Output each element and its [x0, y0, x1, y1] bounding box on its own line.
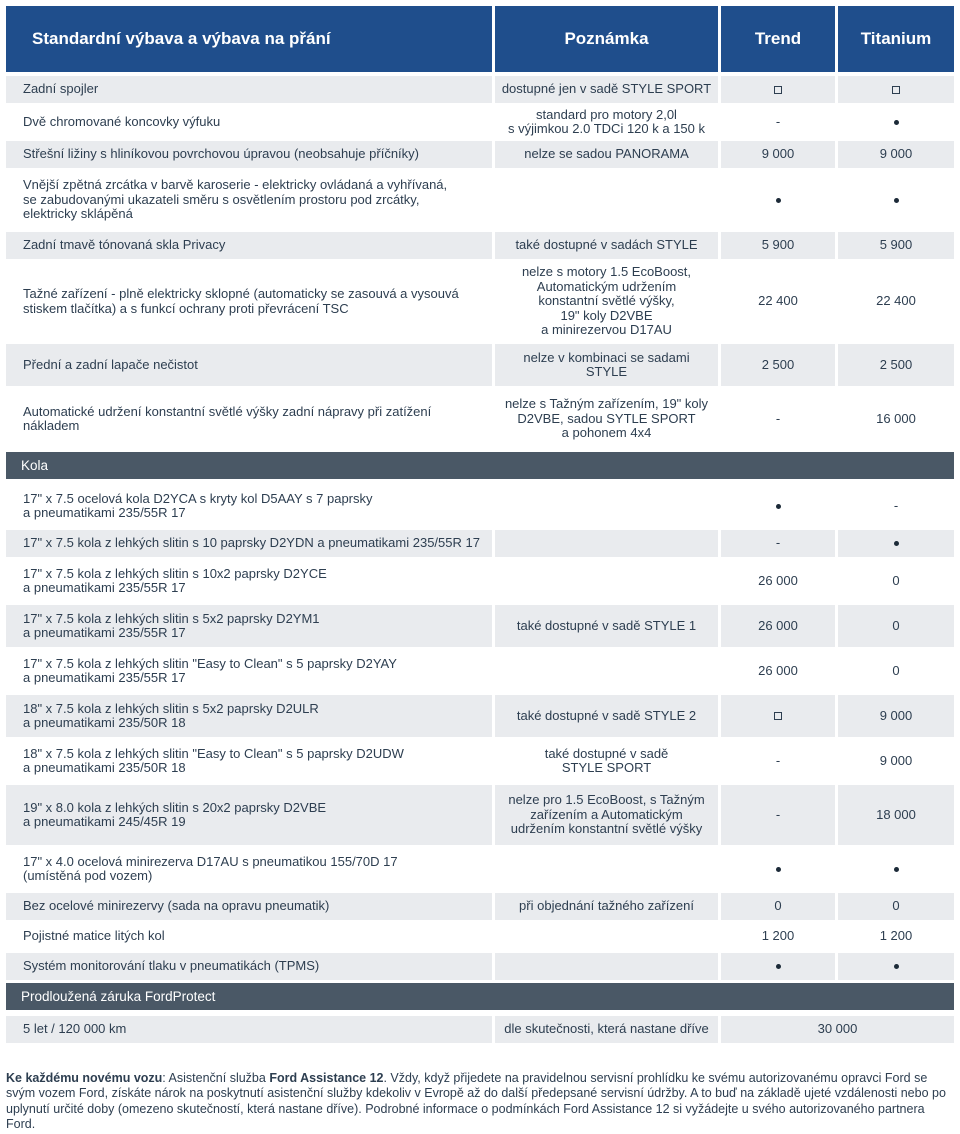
table-row: [6, 605, 954, 647]
wheel-rows: [6, 485, 954, 983]
row-description: Zadní spojler: [6, 76, 492, 103]
table-row: [6, 389, 954, 449]
row-titanium-value: 9 000: [838, 695, 954, 737]
row-description: 17" x 7.5 kola z lehkých slitin s 10x2 paprsky D2YCE a pneumatikami 235/55R 17: [6, 560, 492, 602]
row-note: [495, 171, 718, 229]
equipment-rows: [6, 76, 954, 452]
footer-note: [6, 1071, 954, 1132]
table-row: [6, 344, 954, 386]
row-description: Tažné zařízení - plně elektricky sklopné (automaticky se zasouvá a vysouvá stiskem tlačítka) a s funkcí ochrany proti převrácení TSC: [6, 262, 492, 341]
equipment-table: [6, 6, 954, 1043]
row-titanium-value: 9 000: [838, 141, 954, 168]
row-description: 17" x 4.0 ocelová minirezerva D17AU s pneumatikou 155/70D 17 (umístěná pod vozem): [6, 848, 492, 890]
row-trend-value: 0: [721, 893, 835, 920]
row-titanium-value: 5 900: [838, 232, 954, 259]
row-note: nelze s motory 1.5 EcoBoost, Automatickým udržením konstantní světlé výšky, 19" koly D2VBE a minirezervou D17AU: [495, 262, 718, 341]
section-wheels: Kola: [6, 452, 954, 479]
row-titanium-value: [838, 848, 954, 890]
table-row: [6, 740, 954, 782]
row-titanium-value: 0: [838, 650, 954, 692]
row-trend-value: 9 000: [721, 141, 835, 168]
standard-dot-icon: [776, 867, 781, 872]
row-description: Střešní ližiny s hliníkovou povrchovou úpravou (neobsahuje příčníky): [6, 141, 492, 168]
row-trend-value: [721, 171, 835, 229]
row-description: Vnější zpětná zrcátka v barvě karoserie - elektricky ovládaná a vyhřívaná, se zabudovanými ukazateli směru s osvětlením prostoru pod zrcátky, elektricky sklápěná: [6, 171, 492, 229]
row-note: standard pro motory 2,0l s výjimkou 2.0 TDCi 120 k a 150 k: [495, 106, 718, 138]
row-trend-value: 5 900: [721, 232, 835, 259]
row-description: 17" x 7.5 kola z lehkých slitin "Easy to Clean" s 5 paprsky D2YAY a pneumatikami 235/55R 17: [6, 650, 492, 692]
table-header: [6, 6, 954, 72]
row-note: [495, 953, 718, 980]
row-titanium-value: [838, 76, 954, 103]
table-row: [6, 695, 954, 737]
table-row: [6, 560, 954, 602]
standard-dot-icon: [894, 964, 899, 969]
row-note: nelze pro 1.5 EcoBoost, s Tažným zařízením a Automatickým udržením konstantní světlé výšky: [495, 785, 718, 845]
row-trend-value: 1 200: [721, 923, 835, 950]
row-description: Zadní tmavě tónovaná skla Privacy: [6, 232, 492, 259]
row-note: dostupné jen v sadě STYLE SPORT: [495, 76, 718, 103]
row-description: 17" x 7.5 kola z lehkých slitin s 5x2 paprsky D2YM1 a pneumatikami 235/55R 17: [6, 605, 492, 647]
row-note: nelze v kombinaci se sadami STYLE: [495, 344, 718, 386]
header-equipment: Standardní výbava a výbava na přání: [6, 6, 492, 72]
row-note: také dostupné v sadě STYLE SPORT: [495, 740, 718, 782]
table-row: [6, 262, 954, 341]
row-titanium-value: 22 400: [838, 262, 954, 341]
row-titanium-value: 18 000: [838, 785, 954, 845]
row-note: také dostupné v sadě STYLE 1: [495, 605, 718, 647]
standard-dot-icon: [894, 867, 899, 872]
row-trend-value: 26 000: [721, 605, 835, 647]
row-note: [495, 485, 718, 527]
table-row: [6, 785, 954, 845]
footer-brand: Ford Assistance 12: [269, 1071, 384, 1085]
row-trend-value: -: [721, 740, 835, 782]
row-note: [495, 923, 718, 950]
row-titanium-value: [838, 106, 954, 138]
row-description: 17" x 7.5 kola z lehkých slitin s 10 paprsky D2YDN a pneumatikami 235/55R 17: [6, 530, 492, 557]
standard-dot-icon: [894, 541, 899, 546]
option-box-icon: [892, 86, 900, 94]
header-note: Poznámka: [495, 6, 718, 72]
row-titanium-value: 0: [838, 893, 954, 920]
warranty-row: [6, 1016, 954, 1043]
row-trend-value: [721, 76, 835, 103]
row-titanium-value: [838, 171, 954, 229]
row-note: také dostupné v sadě STYLE 2: [495, 695, 718, 737]
table-row: [6, 530, 954, 557]
row-trend-value: [721, 953, 835, 980]
row-trend-value: -: [721, 530, 835, 557]
row-trend-value: 2 500: [721, 344, 835, 386]
standard-dot-icon: [894, 198, 899, 203]
row-description: Systém monitorování tlaku v pneumatikách (TPMS): [6, 953, 492, 980]
footer-lead: Ke každému novému vozu: [6, 1071, 163, 1085]
row-trend-value: [721, 695, 835, 737]
row-description: 19" x 8.0 kola z lehkých slitin s 20x2 paprsky D2VBE a pneumatikami 245/45R 19: [6, 785, 492, 845]
row-note: také dostupné v sadách STYLE: [495, 232, 718, 259]
table-row: [6, 893, 954, 920]
row-trend-value: [721, 848, 835, 890]
row-titanium-value: [838, 953, 954, 980]
standard-dot-icon: [894, 120, 899, 125]
row-note: [495, 530, 718, 557]
row-titanium-value: 0: [838, 560, 954, 602]
row-description: 18" x 7.5 kola z lehkých slitin "Easy to Clean" s 5 paprsky D2UDW a pneumatikami 235/50R 18: [6, 740, 492, 782]
footer-text-2: . Vždy, když přijedete na pravidelnou servisní prohlídku ke svému autorizovanému opravci Ford se svým vozem Ford, získáte nárok na poskytnutí asistenční služby kdekoliv v Evropě až do další předepsané servisní údržby. A to buď na základě ujeté vzdálenosti nebo po uplynutí určité doby (omezeno skutečností, která nastane dříve). Podrobné informace o podmínkách Ford Assistance 12 si vyžádejte u svého autorizovaného partnera Ford.: [6, 1071, 946, 1131]
row-note: při objednání tažného zařízení: [495, 893, 718, 920]
row-note: [495, 650, 718, 692]
row-titanium-value: 9 000: [838, 740, 954, 782]
table-row: [6, 171, 954, 229]
warranty-note: dle skutečnosti, která nastane dříve: [495, 1016, 718, 1043]
table-row: [6, 848, 954, 890]
row-titanium-value: 2 500: [838, 344, 954, 386]
row-titanium-value: 0: [838, 605, 954, 647]
table-row: [6, 232, 954, 259]
row-description: Automatické udržení konstantní světlé výšky zadní nápravy při zatížení nákladem: [6, 389, 492, 449]
row-description: Bez ocelové minirezervy (sada na opravu pneumatik): [6, 893, 492, 920]
row-trend-value: 26 000: [721, 560, 835, 602]
row-note: [495, 848, 718, 890]
table-row: [6, 106, 954, 138]
row-titanium-value: 16 000: [838, 389, 954, 449]
standard-dot-icon: [776, 964, 781, 969]
option-box-icon: [774, 86, 782, 94]
table-row: [6, 485, 954, 527]
row-description: Přední a zadní lapače nečistot: [6, 344, 492, 386]
row-trend-value: -: [721, 106, 835, 138]
footer-text-1: : Asistenční služba: [162, 1071, 270, 1085]
row-note: nelze s Tažným zařízením, 19" koly D2VBE, sadou SYTLE SPORT a pohonem 4x4: [495, 389, 718, 449]
row-titanium-value: -: [838, 485, 954, 527]
row-trend-value: 26 000: [721, 650, 835, 692]
header-trend: Trend: [721, 6, 835, 72]
table-row: [6, 923, 954, 950]
row-description: 17" x 7.5 ocelová kola D2YCA s kryty kol D5AAY s 7 paprsky a pneumatikami 235/55R 17: [6, 485, 492, 527]
section-warranty: Prodloužená záruka FordProtect: [6, 983, 954, 1010]
table-row: [6, 141, 954, 168]
table-row: [6, 650, 954, 692]
row-titanium-value: [838, 530, 954, 557]
standard-dot-icon: [776, 504, 781, 509]
row-trend-value: -: [721, 785, 835, 845]
row-trend-value: -: [721, 389, 835, 449]
row-titanium-value: 1 200: [838, 923, 954, 950]
warranty-desc: 5 let / 120 000 km: [6, 1016, 492, 1043]
table-row: [6, 76, 954, 103]
row-description: Dvě chromované koncovky výfuku: [6, 106, 492, 138]
row-trend-value: [721, 485, 835, 527]
row-trend-value: 22 400: [721, 262, 835, 341]
row-note: nelze se sadou PANORAMA: [495, 141, 718, 168]
table-row: [6, 953, 954, 980]
row-description: Pojistné matice litých kol: [6, 923, 492, 950]
row-description: 18" x 7.5 kola z lehkých slitin s 5x2 paprsky D2ULR a pneumatikami 235/50R 18: [6, 695, 492, 737]
header-titanium: Titanium: [838, 6, 954, 72]
option-box-icon: [774, 712, 782, 720]
standard-dot-icon: [776, 198, 781, 203]
warranty-price: 30 000: [721, 1016, 954, 1043]
row-note: [495, 560, 718, 602]
